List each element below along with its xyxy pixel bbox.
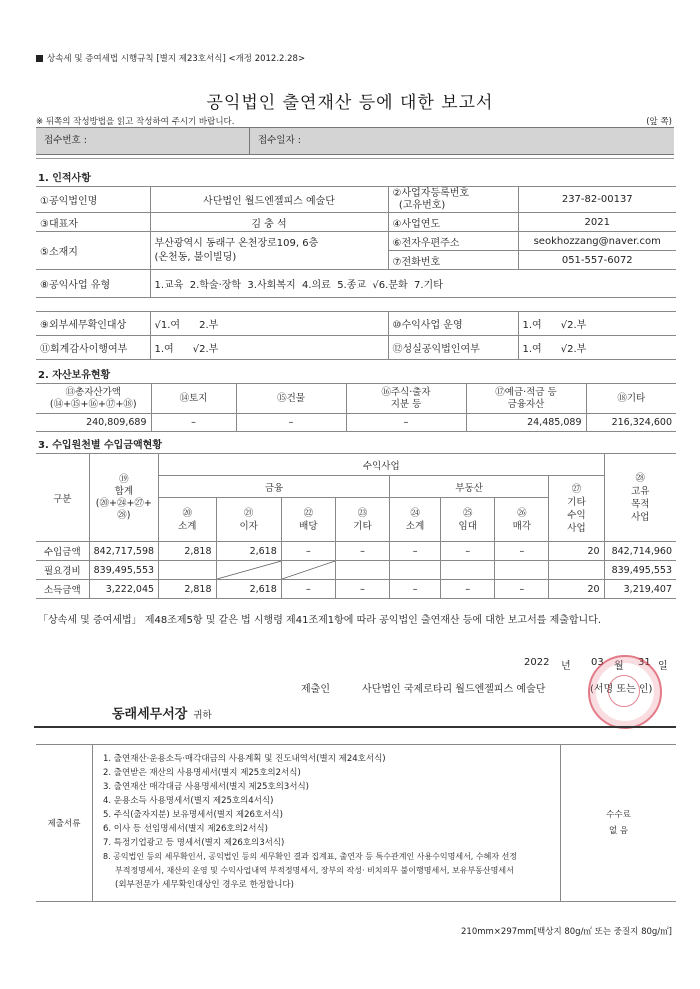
document-item: 3. 출연재산 매각대금 사용명세서(별지 제25호의3서식): [103, 782, 309, 792]
fee-label: 수수료: [606, 810, 631, 820]
biz-type-label: ⑧공익사업 유형: [36, 270, 150, 298]
phone-label: ⑦전화번호: [388, 251, 518, 270]
date-day[interactable]: 31: [638, 657, 651, 668]
cell-own-purpose[interactable]: 839,495,553: [604, 561, 676, 580]
section-3-title: 3. 수입원천별 수입금액현황: [38, 440, 162, 451]
section-2-title: 2. 자산보유현황: [38, 370, 111, 381]
col-own-purpose: ㉘ 고유 목적 사업: [604, 454, 676, 542]
cell-finance-subtotal[interactable]: 2,818: [159, 542, 216, 561]
year-label: ④사업연도: [388, 213, 518, 232]
cell-finance-other[interactable]: [335, 561, 389, 580]
recipient: 동래세무서장 귀하: [112, 707, 212, 722]
profit-biz-label: ⑩수익사업 운영: [388, 312, 518, 336]
assets-header-other: ⑱기타: [586, 384, 676, 414]
date-year[interactable]: 2022: [524, 657, 550, 668]
acct-audit-value[interactable]: 1.여 √2.부: [150, 336, 388, 360]
cell-own-purpose[interactable]: 3,219,407: [604, 580, 676, 599]
required-documents-box: [36, 744, 676, 902]
faithful-label: ⑫성실공익법인여부: [388, 336, 518, 360]
assets-header-deposit: ⑰예금·적금 등 금융자산: [466, 384, 586, 414]
cell-finance-subtotal[interactable]: [159, 561, 216, 580]
paper-spec-footer: 210mm×297mm[백상지 80g/㎡ 또는 중질지 80g/㎡]: [461, 927, 672, 937]
table-row: [36, 561, 676, 580]
assets-header-land: ⑭토지: [151, 384, 236, 414]
assets-header-stock: ⑯주식·출자 지분 등: [346, 384, 466, 414]
cell-dividend[interactable]: –: [281, 542, 335, 561]
rep-label: ③대표자: [36, 213, 150, 232]
cell-sale[interactable]: [495, 561, 549, 580]
group-finance: 금융: [159, 476, 390, 498]
row-label: 필요경비: [36, 561, 89, 580]
cell-dividend-crossed: [281, 561, 335, 580]
col-total: ⑲ 합계 (⑳+㉔+㉗+ ㉘): [89, 454, 158, 542]
bizno-label: ②사업자등록번호 (고유번호): [388, 187, 518, 213]
col-finance-subtotal: ⑳ 소계: [159, 498, 216, 542]
col-realestate-subtotal: ㉔ 소계: [390, 498, 441, 542]
group-real-estate: 부동산: [390, 476, 549, 498]
diagonal-strike: [217, 561, 281, 579]
biz-type-options[interactable]: 1.교육 2.학술·장학 3.사회복지 4.의료 5.종교 √6.문화 7.기타: [150, 270, 676, 298]
cell-rent[interactable]: [441, 561, 495, 580]
fee-box: [561, 745, 676, 901]
cell-other-profit[interactable]: 20: [549, 542, 604, 561]
cell-other-profit[interactable]: [549, 561, 604, 580]
date-month[interactable]: 03: [591, 657, 604, 668]
assets-land-value[interactable]: –: [151, 414, 236, 432]
submitter-name[interactable]: 사단법인 국제로타리 월드엔젤피스 예술단: [362, 684, 546, 695]
document-item: 2. 출연받은 재산의 사용명세서(별지 제25호의2서식): [103, 768, 301, 778]
flags-table: [36, 311, 676, 360]
assets-deposit-value[interactable]: 24,485,089: [466, 414, 586, 432]
document-item: 8. 공익법인 등의 세무확인서, 공익법인 등의 세무확인 결과 집계표, 출연자 등 특수관계인 사용수익명세서, 수혜자 선정: [103, 852, 518, 861]
ext-audit-value[interactable]: √1.여 2.부: [150, 312, 388, 336]
fee-value: 없 음: [608, 826, 629, 836]
cell-realestate-subtotal[interactable]: –: [390, 542, 441, 561]
col-category: 구분: [36, 454, 89, 542]
assets-header-building: ⑮건물: [236, 384, 346, 414]
cell-finance-other[interactable]: –: [335, 542, 389, 561]
table-row: [36, 542, 676, 561]
year-value[interactable]: 2021: [518, 213, 676, 232]
phone-value[interactable]: 051-557-6072: [518, 251, 676, 270]
document-item-continued: (외부전문가 세무확인대상인 경우로 한정합니다): [115, 880, 294, 890]
rep-value[interactable]: 김 충 석: [150, 213, 388, 232]
col-interest: ㉑ 이자: [216, 498, 281, 542]
instruction-note: ※ 뒤쪽의 작성방법을 읽고 작성하여 주시기 바랍니다.: [36, 117, 235, 127]
date-month-unit: 월: [614, 661, 624, 672]
submission-statement: 「상속세 및 증여세법」 제48조제5항 및 같은 법 시행령 제41조제1항에 따라 공익법인 출연재산 등에 대한 보고서를 제출합니다.: [38, 615, 602, 626]
seal-inner-ring: [608, 675, 640, 707]
thick-divider: [34, 726, 676, 728]
diagonal-strike: [282, 561, 335, 579]
cell-own-purpose[interactable]: 842,714,960: [604, 542, 676, 561]
table-row: [36, 580, 676, 599]
cell-interest[interactable]: 2,618: [216, 580, 281, 599]
assets-header-total: ⑬총자산가액 (⑭+⑮+⑯+⑰+⑱): [36, 384, 151, 414]
section-1-title: 1. 인적사항: [38, 173, 91, 184]
receipt-number-field[interactable]: 접수번호 :: [36, 128, 250, 154]
address-label: ⑤소재지: [36, 232, 150, 270]
cell-realestate-subtotal[interactable]: –: [390, 580, 441, 599]
col-rent: ㉕ 임대: [441, 498, 495, 542]
income-table: [36, 453, 676, 599]
assets-values-row: [36, 414, 676, 432]
profit-biz-value[interactable]: 1.여 √2.부: [518, 312, 676, 336]
address-value[interactable]: 부산광역시 동래구 온천장로109, 6층 (온천동, 불이빌딩): [150, 232, 388, 270]
cell-rent[interactable]: –: [441, 542, 495, 561]
submitter-label: 제출인: [301, 684, 330, 695]
date-day-unit: 일: [658, 661, 668, 672]
assets-table: [36, 383, 676, 432]
cell-finance-other[interactable]: –: [335, 580, 389, 599]
col-other-profit: ㉗ 기타 수익 사업: [549, 476, 604, 542]
cell-total[interactable]: 3,222,045: [89, 580, 158, 599]
official-seal-stamp: [588, 655, 662, 729]
page-title: 공익법인 출연재산 등에 대한 보고서: [206, 93, 494, 113]
document-item-continued: 부적정명세서, 재산의 운영 및 수익사업내역 부적정명세서, 장부의 작성· 비치의무 불이행명세서, 보유부동산명세서: [115, 866, 514, 875]
ext-audit-label: ⑨외부세무확인대상: [36, 312, 150, 336]
document-item: 4. 운용소득 사용명세서(별지 제25호의4서식): [103, 796, 274, 806]
divider: [36, 158, 674, 159]
email-label: ⑥전자우편주소: [388, 232, 518, 251]
form-identifier: 상속세 및 증여세법 시행규칙 [별지 제23호서식] <개정 2012.2.28>: [36, 52, 305, 64]
assets-total-value[interactable]: 240,809,689: [36, 414, 151, 432]
cell-dividend[interactable]: –: [281, 580, 335, 599]
cell-other-profit[interactable]: 20: [549, 580, 604, 599]
cell-finance-subtotal[interactable]: 2,818: [159, 580, 216, 599]
square-bullet-icon: [36, 55, 43, 62]
documents-label: 제출서류: [36, 745, 93, 901]
cell-sale[interactable]: –: [495, 542, 549, 561]
assets-other-value[interactable]: 216,324,600: [586, 414, 676, 432]
document-item: 7. 특정기업광고 등 명세서(별지 제26호의3서식): [103, 838, 285, 848]
page-side-label: (앞 쪽): [646, 117, 672, 127]
email-value[interactable]: seokhozzang@naver.com: [518, 232, 676, 251]
cell-realestate-subtotal[interactable]: [390, 561, 441, 580]
faithful-value[interactable]: 1.여 √2.부: [518, 336, 676, 360]
col-finance-other: ㉓ 기타: [335, 498, 389, 542]
cell-sale[interactable]: –: [495, 580, 549, 599]
corp-name-value[interactable]: 사단법인 월드엔젤피스 예술단: [150, 187, 388, 213]
assets-stock-value[interactable]: –: [346, 414, 466, 432]
cell-interest-crossed: [216, 561, 281, 580]
cell-total[interactable]: 842,717,598: [89, 542, 158, 561]
col-dividend: ㉒ 배당: [281, 498, 335, 542]
bizno-value[interactable]: 237-82-00137: [518, 187, 676, 213]
col-sale: ㉖ 매각: [495, 498, 549, 542]
document-item: 5. 주식(출자지분) 보유명세서(별지 제26호서식): [103, 810, 283, 820]
cell-total[interactable]: 839,495,553: [89, 561, 158, 580]
date-year-unit: 년: [561, 661, 571, 672]
corp-name-label: ①공익법인명: [36, 187, 150, 213]
signature-placeholder[interactable]: (서명 또는 인): [590, 684, 653, 695]
personal-info-table: [36, 186, 676, 298]
row-label: 수입금액: [36, 542, 89, 561]
acct-audit-label: ⑪회계감사이행여부: [36, 336, 150, 360]
row-label: 소득금액: [36, 580, 89, 599]
cell-rent[interactable]: –: [441, 580, 495, 599]
document-item: 1. 출연재산·운용소득·매각대금의 사용계획 및 진도내역서(별지 제24호서식): [103, 754, 386, 764]
document-item: 6. 이사 등 선임명세서(별지 제26호의2서식): [103, 824, 268, 834]
group-profit-business: 수익사업: [159, 454, 604, 476]
assets-building-value[interactable]: –: [236, 414, 346, 432]
documents-list: [93, 745, 561, 901]
cell-interest[interactable]: 2,618: [216, 542, 281, 561]
receipt-box: [36, 127, 674, 155]
receipt-date-field[interactable]: 접수일자 :: [258, 135, 301, 146]
